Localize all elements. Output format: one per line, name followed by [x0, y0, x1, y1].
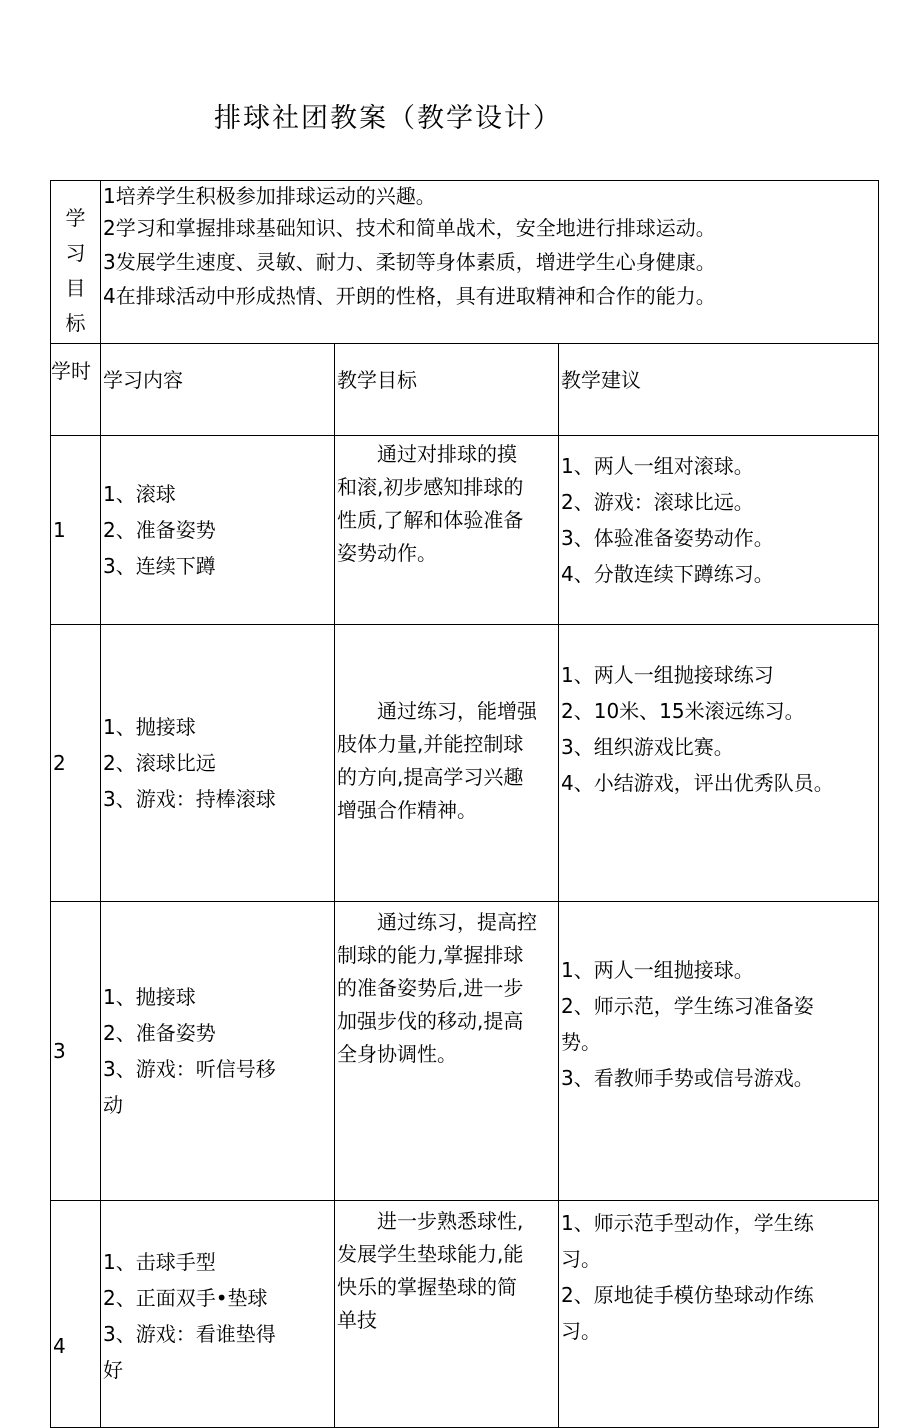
- content-line: 2、滚球比远: [103, 751, 216, 775]
- lesson-objective: [335, 625, 559, 902]
- objective-line: 发展学生垫球能力,能: [337, 1242, 524, 1266]
- lesson-content: [101, 1201, 335, 1428]
- objective-line: 的方向,提高学习兴趣: [337, 765, 524, 789]
- header-suggestion: 教学建议: [559, 344, 879, 436]
- content-line: 3、游戏：听信号移: [103, 1057, 276, 1081]
- content-line: 1、抛接球: [103, 985, 196, 1009]
- content-line: 2、正面双手•垫球: [103, 1286, 268, 1310]
- goal-item: 4在排球活动中形成热情、开朗的性格，具有进取精神和合作的能力。: [103, 284, 716, 308]
- objective-line: 和滚,初步感知排球的: [337, 475, 524, 499]
- objective-line: 肢体力量,并能控制球: [337, 732, 524, 756]
- goals-label-char: 目: [65, 276, 86, 300]
- goals-list: [101, 181, 879, 344]
- suggestion-line: 1、两人一组对滚球。: [561, 454, 754, 478]
- goals-label-char: 学: [65, 206, 86, 230]
- content-line: 3、游戏：看谁垫得: [103, 1322, 276, 1346]
- content-line: 3、游戏：持棒滚球: [103, 787, 276, 811]
- objective-line: 通过练习，提高控: [337, 910, 537, 934]
- suggestion-line: 3、体验准备姿势动作。: [561, 526, 774, 550]
- suggestion-line: 2、师示范，学生练习准备姿: [561, 994, 814, 1018]
- lesson-suggestion: [559, 902, 879, 1201]
- objective-line: 通过练习，能增强: [337, 699, 537, 723]
- lesson-number: 4: [51, 1201, 101, 1428]
- suggestion-line: 习。: [561, 1319, 601, 1343]
- goal-item: 1培养学生积极参加排球运动的兴趣。: [103, 184, 436, 208]
- lesson-objective: [335, 436, 559, 625]
- suggestion-line: 2、原地徒手模仿垫球动作练: [561, 1283, 814, 1307]
- lesson-number: 1: [51, 436, 101, 625]
- header-hours: 学时: [51, 344, 101, 436]
- objective-line: 全身协调性。: [337, 1042, 457, 1066]
- objective-line: 制球的能力,掌握排球: [337, 943, 524, 967]
- suggestion-line: 4、分散连续下蹲练习。: [561, 562, 774, 586]
- lesson-content: [101, 902, 335, 1201]
- lesson-number: 2: [51, 625, 101, 902]
- page-title: 排球社团教案（教学设计）: [214, 103, 562, 134]
- suggestion-line: 4、小结游戏，评出优秀队员。: [561, 771, 834, 795]
- suggestion-line: 3、组织游戏比赛。: [561, 735, 734, 759]
- suggestion-line: 1、两人一组抛接球。: [561, 958, 754, 982]
- objective-line: 加强步伐的移动,提高: [337, 1009, 524, 1033]
- content-line: 2、准备姿势: [103, 1021, 216, 1045]
- objective-line: 增强合作精神。: [337, 798, 477, 822]
- table-row: [51, 1201, 879, 1428]
- objective-line: 进一步熟悉球性,: [337, 1209, 524, 1233]
- suggestion-line: 2、游戏：滚球比远。: [561, 490, 754, 514]
- lesson-content: [101, 625, 335, 902]
- goals-label: [51, 181, 101, 344]
- header-objective: 教学目标: [335, 344, 559, 436]
- suggestion-line: 势。: [561, 1030, 601, 1054]
- goals-label-char: 标: [65, 311, 86, 335]
- lesson-content: [101, 436, 335, 625]
- suggestion-line: 1、两人一组抛接球练习: [561, 663, 774, 687]
- lesson-suggestion: [559, 436, 879, 625]
- lesson-number: 3: [51, 902, 101, 1201]
- objective-line: 快乐的掌握垫球的简: [337, 1275, 517, 1299]
- content-line: 好: [103, 1358, 123, 1382]
- objective-line: 姿势动作。: [337, 541, 437, 565]
- table-row: [51, 436, 879, 625]
- content-line: 3、连续下蹲: [103, 554, 216, 578]
- header-row: [51, 344, 879, 436]
- goals-row: [51, 181, 879, 344]
- lesson-objective: [335, 1201, 559, 1428]
- table-row: [51, 625, 879, 902]
- objective-line: 单技: [337, 1308, 377, 1332]
- content-line: 1、击球手型: [103, 1250, 216, 1274]
- goal-item: 3发展学生速度、灵敏、耐力、柔韧等身体素质，增进学生心身健康。: [103, 250, 716, 274]
- objective-line: 通过对排球的摸: [337, 442, 517, 466]
- objective-line: 性质,了解和体验准备: [337, 508, 524, 532]
- lesson-suggestion: [559, 1201, 879, 1428]
- lesson-objective: [335, 902, 559, 1201]
- content-line: 动: [103, 1093, 123, 1117]
- content-line: 1、抛接球: [103, 715, 196, 739]
- suggestion-line: 习。: [561, 1247, 601, 1271]
- content-line: 1、滚球: [103, 482, 176, 506]
- goals-label-char: 习: [65, 241, 86, 265]
- lesson-plan-table: [50, 180, 879, 1428]
- header-content: 学习内容: [101, 344, 335, 436]
- suggestion-line: 1、师示范手型动作，学生练: [561, 1211, 814, 1235]
- objective-line: 的准备姿势后,进一步: [337, 976, 524, 1000]
- suggestion-line: 3、看教师手势或信号游戏。: [561, 1066, 814, 1090]
- suggestion-line: 2、10米、15米滚远练习。: [561, 699, 805, 723]
- goal-item: 2学习和掌握排球基础知识、技术和简单战术，安全地进行排球运动。: [103, 216, 716, 240]
- table-row: [51, 902, 879, 1201]
- lesson-suggestion: [559, 625, 879, 902]
- content-line: 2、准备姿势: [103, 518, 216, 542]
